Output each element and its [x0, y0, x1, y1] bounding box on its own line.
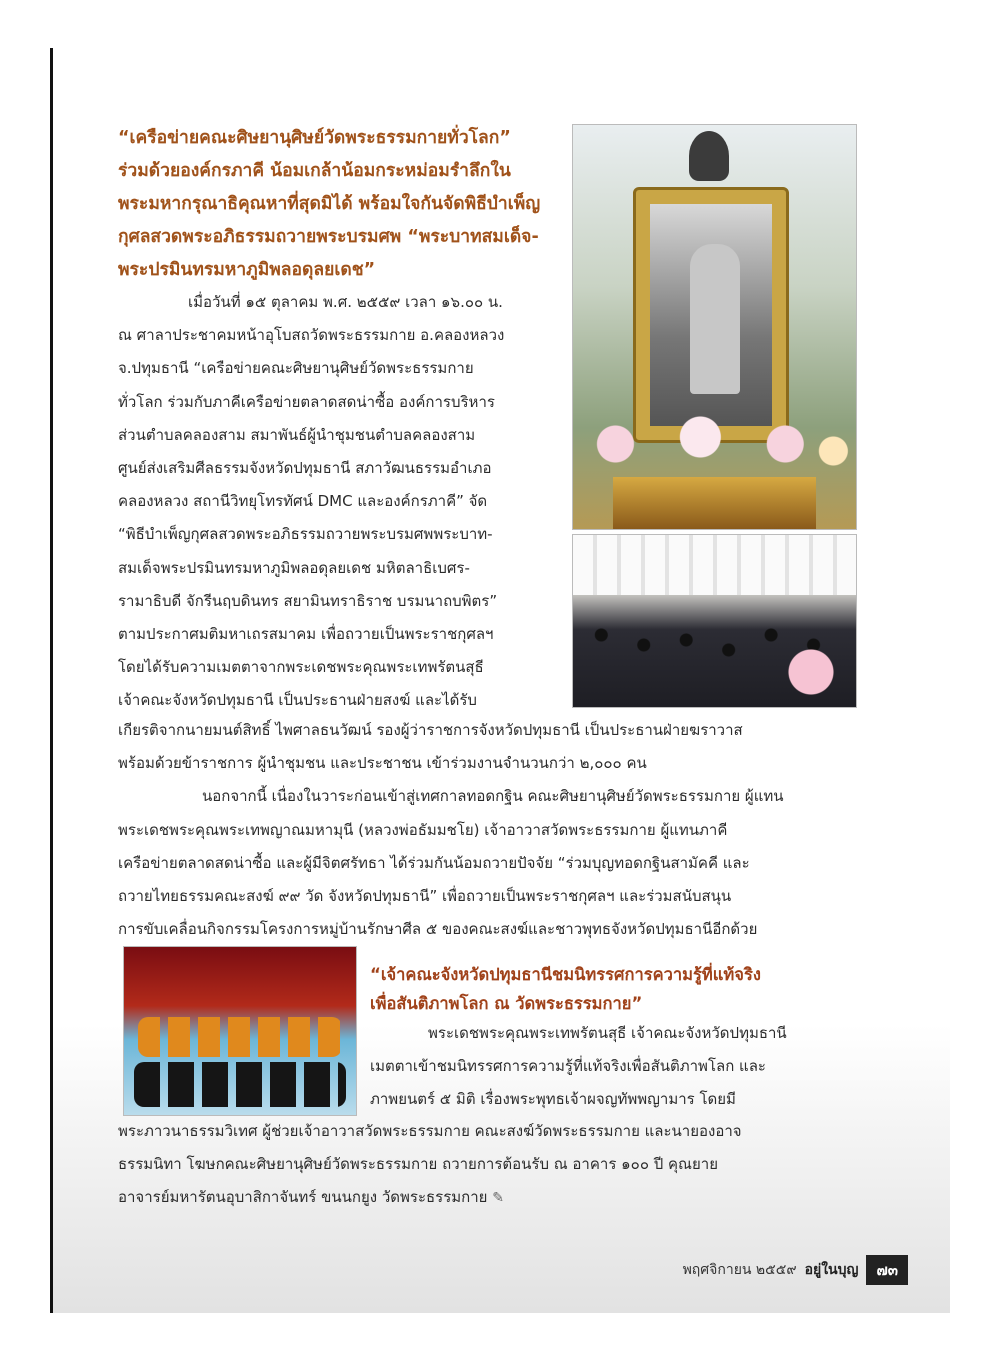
body-line: นอกจากนี้ เนื่องในวาระก่อนเข้าสู่เทศกาลทอดกฐิน คณะศิษยานุศิษย์วัดพระธรรมกาย ผู้แทน	[202, 787, 784, 806]
body-line: ทั่วโลก ร่วมกับภาคีเครือข่ายตลาดสดน่าซื้อ องค์การบริหาร	[118, 392, 495, 411]
body-line: พร้อมด้วยข้าราชการ ผู้นำชุมชน และประชาชน เข้าร่วมงานจำนวนกว่า ๒,๐๐๐ คน	[118, 754, 647, 773]
body-line: พระภาวนาธรรมวิเทศ ผู้ช่วยเจ้าอาวาสวัดพระธรรมกาย คณะสงฆ์วัดพระธรรมกาย และนายองอาจ	[118, 1122, 742, 1140]
royal-emblem-icon	[689, 131, 729, 181]
portrait-frame	[633, 187, 789, 443]
article-body-full	[118, 714, 860, 946]
body-line: สมเด็จพระปรมินทรมหาภูมิพลอดุลยเดช มหิตลาธิเบศร-	[118, 558, 470, 577]
page-footer	[683, 1255, 908, 1285]
body-line: โดยได้รับความเมตตาจากพระเดชพระคุณพระเทพรัตนสุธี	[118, 658, 484, 677]
exhibition-group-photo	[123, 946, 357, 1116]
section-body-full	[118, 1115, 860, 1216]
body-line: คลองหลวง สถานีวิทยุโทรทัศน์ DMC และองค์กรภาคี” จัด	[118, 492, 488, 511]
body-line: เครือข่ายตลาดสดน่าซื้อ และผู้มีจิตศรัทธา ได้ร่วมกันน้อมถวายปัจจัย “ร่วมบุญทอดกฐินสามัคคี และ	[118, 853, 750, 872]
laypeople-row	[134, 1062, 346, 1107]
end-mark-icon: ✎	[492, 1190, 504, 1207]
body-line: ศูนย์ส่งเสริมศีลธรรมจังหวัดปทุมธานี สภาวัฒนธรรมอำเภอ	[118, 459, 492, 478]
headline-line: กุศลสวดพระอภิธรรมถวายพระบรมศพ “พระบาทสมเด็จ-	[118, 227, 539, 247]
body-line: พระเดชพระคุณพระเทพญาณมหามุนี (หลวงพ่อธัมมชโย) เจ้าอาวาสวัดพระธรรมกาย ผู้แทนภาคี	[118, 820, 728, 839]
left-margin-rule	[50, 48, 53, 1313]
portrait-figure	[690, 244, 740, 394]
ceremony-crowd-photo	[572, 534, 857, 708]
article-headline	[118, 122, 568, 287]
headline-line: “เครือข่ายคณะศิษยานุศิษย์วัดพระธรรมกายทั่วโลก”	[118, 128, 511, 148]
subhead-line: “เจ้าคณะจังหวัดปทุมธานีชมนิทรรศการความรู้ที่แท้จริง	[370, 965, 761, 984]
headline-line: ร่วมด้วยองค์กรภาคี น้อมเกล้าน้อมกระหม่อมรำลึกใน	[118, 161, 511, 181]
article-body-narrow	[118, 286, 568, 718]
body-line: “พิธีบำเพ็ญกุศลสวดพระอภิธรรมถวายพระบรมศพพระบาท-	[118, 525, 493, 544]
body-line: ถวายไทยธรรมคณะสงฆ์ ๙๙ วัด จังหวัดปทุมธานี” เพื่อถวายเป็นพระราชกุศลฯ และร่วมสนับสนุน	[118, 887, 732, 906]
body-line: เกียรติจากนายมนต์สิทธิ์ ไพศาลธนวัฒน์ รองผู้ว่าราชการจังหวัดปทุมธานี เป็นประธานฝ่ายฆราวาส	[118, 721, 743, 739]
body-line: เจ้าคณะจังหวัดปทุมธานี เป็นประธานฝ่ายสงฆ์ และได้รับ	[118, 691, 477, 710]
flower-stand	[776, 647, 846, 697]
headline-line: พระมหากรุณาธิคุณหาที่สุดมิได้ พร้อมใจกันจัดพิธีบำเพ็ญ	[118, 194, 541, 214]
tent-canopy	[573, 535, 856, 595]
golden-altar	[613, 477, 816, 529]
issue-date: พฤศจิกายน ๒๕๕๙	[682, 1262, 797, 1278]
headline-line: พระปรมินทรมหาภูมิพลอดุลยเดช”	[118, 260, 376, 280]
body-line: พระเดชพระคุณพระเทพรัตนสุธี เจ้าคณะจังหวัดปทุมธานี	[428, 1024, 787, 1042]
monks-row	[138, 1017, 342, 1057]
body-line: ตามประกาศมติมหาเถรสมาคม เพื่อถวายเป็นพระราชกุศลฯ	[118, 625, 494, 644]
body-line: ณ ศาลาประชาคมหน้าอุโบสถวัดพระธรรมกาย อ.คลองหลวง	[118, 326, 505, 345]
section-subheadline	[370, 960, 850, 1018]
body-line: รามาธิบดี จักรีนฤบดินทร สยามินทราธิราช บรมนาถบพิตร”	[118, 591, 498, 610]
body-line: อาจารย์มหารัตนอุบาสิกาจันทร์ ขนนกยูง วัดพระธรรมกาย ✎	[118, 1188, 504, 1207]
magazine-title: อยู่ในบุญ	[804, 1262, 859, 1278]
page-number: ๗๓	[866, 1255, 908, 1285]
royal-portrait-photo	[572, 124, 857, 530]
section-body	[370, 1017, 858, 1117]
flower-arrangement	[573, 409, 856, 479]
body-line: ภาพยนตร์ ๕ มิติ เรื่องพระพุทธเจ้าผจญทัพพญามาร โดยมี	[370, 1090, 736, 1109]
body-line: การขับเคลื่อนกิจกรรมโครงการหมู่บ้านรักษาศีล ๕ ของคณะสงฆ์และชาวพุทธจังหวัดปทุมธานีอีกด้วย	[118, 920, 758, 939]
body-line: ส่วนตำบลคลองสาม สมาพันธ์ผู้นำชุมชนตำบลคลองสาม	[118, 425, 476, 444]
body-line: เมื่อวันที่ ๑๕ ตุลาคม พ.ศ. ๒๕๕๙ เวลา ๑๖.๐๐ น.	[188, 293, 503, 311]
body-line: ธรรมนิทา โฆษกคณะศิษยานุศิษย์วัดพระธรรมกาย ถวายการต้อนรับ ณ อาคาร ๑๐๐ ปี คุณยาย	[118, 1155, 718, 1174]
subhead-line: เพื่อสันติภาพโลก ณ วัดพระธรรมกาย”	[370, 994, 643, 1013]
body-line: เมตตาเข้าชมนิทรรศการความรู้ที่แท้จริงเพื่อสันติภาพโลก และ	[370, 1057, 766, 1076]
body-line: จ.ปทุมธานี “เครือข่ายคณะศิษยานุศิษย์วัดพระธรรมกาย	[118, 359, 474, 378]
